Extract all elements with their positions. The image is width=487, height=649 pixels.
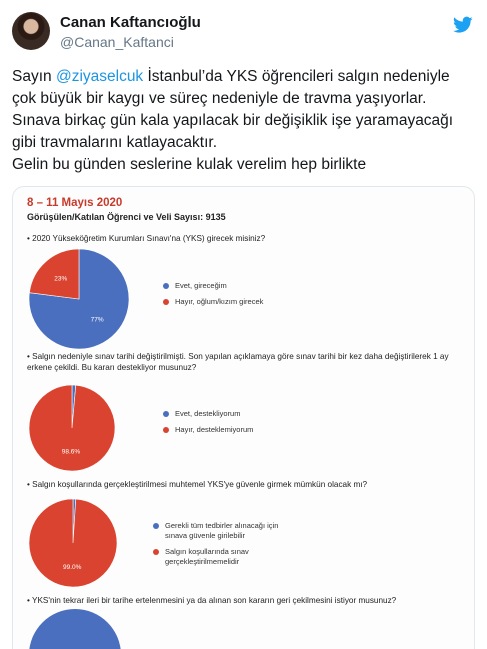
legend-label: Hayır, desteklemiyorum [175,425,254,434]
survey-date: 8 – 11 Mayıs 2020 [27,197,123,209]
question-4-text: • YKS'nin tekrar ileri bir tarihe ertelenmesini ya da alınan son kararın geri çekilmesini istiyor musunuz? [27,596,397,605]
pie-slice [29,385,115,471]
legend-dot [153,549,159,555]
tweet-text-segment: Sayın [12,68,56,85]
pie-slice [29,499,117,587]
legend-label: Salgın koşullarında sınav gerçekleştirilmemelidir [165,547,249,566]
tweet-line-1 [12,66,477,88]
question-2-text: • Salgın nedeniyle sınav tarihi değiştirilmişti. Son yapılan açıklamaya göre sınav tarihi bir kez daha değiştirilerek 1 ay erkene çekildi. Bu kararı destekliyor musunuz? [27,352,449,372]
tweet-line-5: Gelin bu günden seslerine kulak verelim hep birlikte [12,156,367,173]
tweet-header [12,12,475,54]
pie-chart-q3 [27,497,119,589]
legend-entry [163,297,263,307]
legend-label: Hayır, oğlum/kızım girecek [175,297,264,306]
twitter-bird-icon[interactable] [453,16,473,34]
tweet-line-3: Sınava birkaç gün kala yapılacak bir değişiklik işe yaramayacağı [12,112,454,129]
pie-slice-label: 99.0% [63,564,82,572]
legend-dot [163,299,169,305]
legend-label: Evet, gireceğim [175,281,227,290]
tweet-text [12,66,477,176]
legend-dot [153,523,159,529]
legend-entry [153,521,293,541]
attached-image[interactable] [12,186,475,649]
author-handle[interactable]: @Canan_Kaftanci [60,34,174,50]
legend-entry [153,547,293,567]
tweet-text-segment: İstanbul’da YKS öğrencileri salgın nedeniyle [143,68,450,85]
author-name[interactable]: Canan Kaftancıoğlu [60,14,201,31]
tweet-line-2: çok büyük bir kaygı ve süreç nedeniyle de travma yaşıyorlar. [12,90,427,107]
legend-label: Evet, destekliyorum [175,409,241,418]
survey-count: Görüşülen/Katılan Öğrenci ve Veli Sayısı: 9135 [27,212,226,222]
pie-slice [29,249,79,299]
legend-entry [163,281,263,291]
pie-slice-label: 23% [54,275,68,283]
legend-entry [163,409,253,419]
pie-slice-label: 77% [90,316,104,324]
legend-dot [163,283,169,289]
legend-q2 [163,409,253,441]
legend-entry [163,425,253,435]
pie-chart-q1 [27,247,131,351]
pie-slice-label: 98.6% [61,448,81,456]
pie-chart-q2 [27,383,117,473]
legend-dot [163,411,169,417]
question-1-text: • 2020 Yükseköğretim Kurumları Sınavı'na (YKS) girecek misiniz? [27,234,266,243]
legend-q1 [163,281,263,313]
legend-label: Gerekli tüm tedbirler alınacağı için sınava güvenle girilebilir [165,521,279,540]
mention-link[interactable]: @ziyaselcuk [55,68,144,85]
pie-chart-q4 [27,607,123,649]
question-3-text: • Salgın koşullarında gerçekleştirilmesi muhtemel YKS'ye güvenle girmek mümkün olacak mı? [27,480,368,489]
tweet-line-4: gibi travmalarını katlayacaktır. [12,134,218,151]
avatar[interactable] [12,12,50,50]
legend-dot [163,427,169,433]
legend-q3 [153,521,293,573]
